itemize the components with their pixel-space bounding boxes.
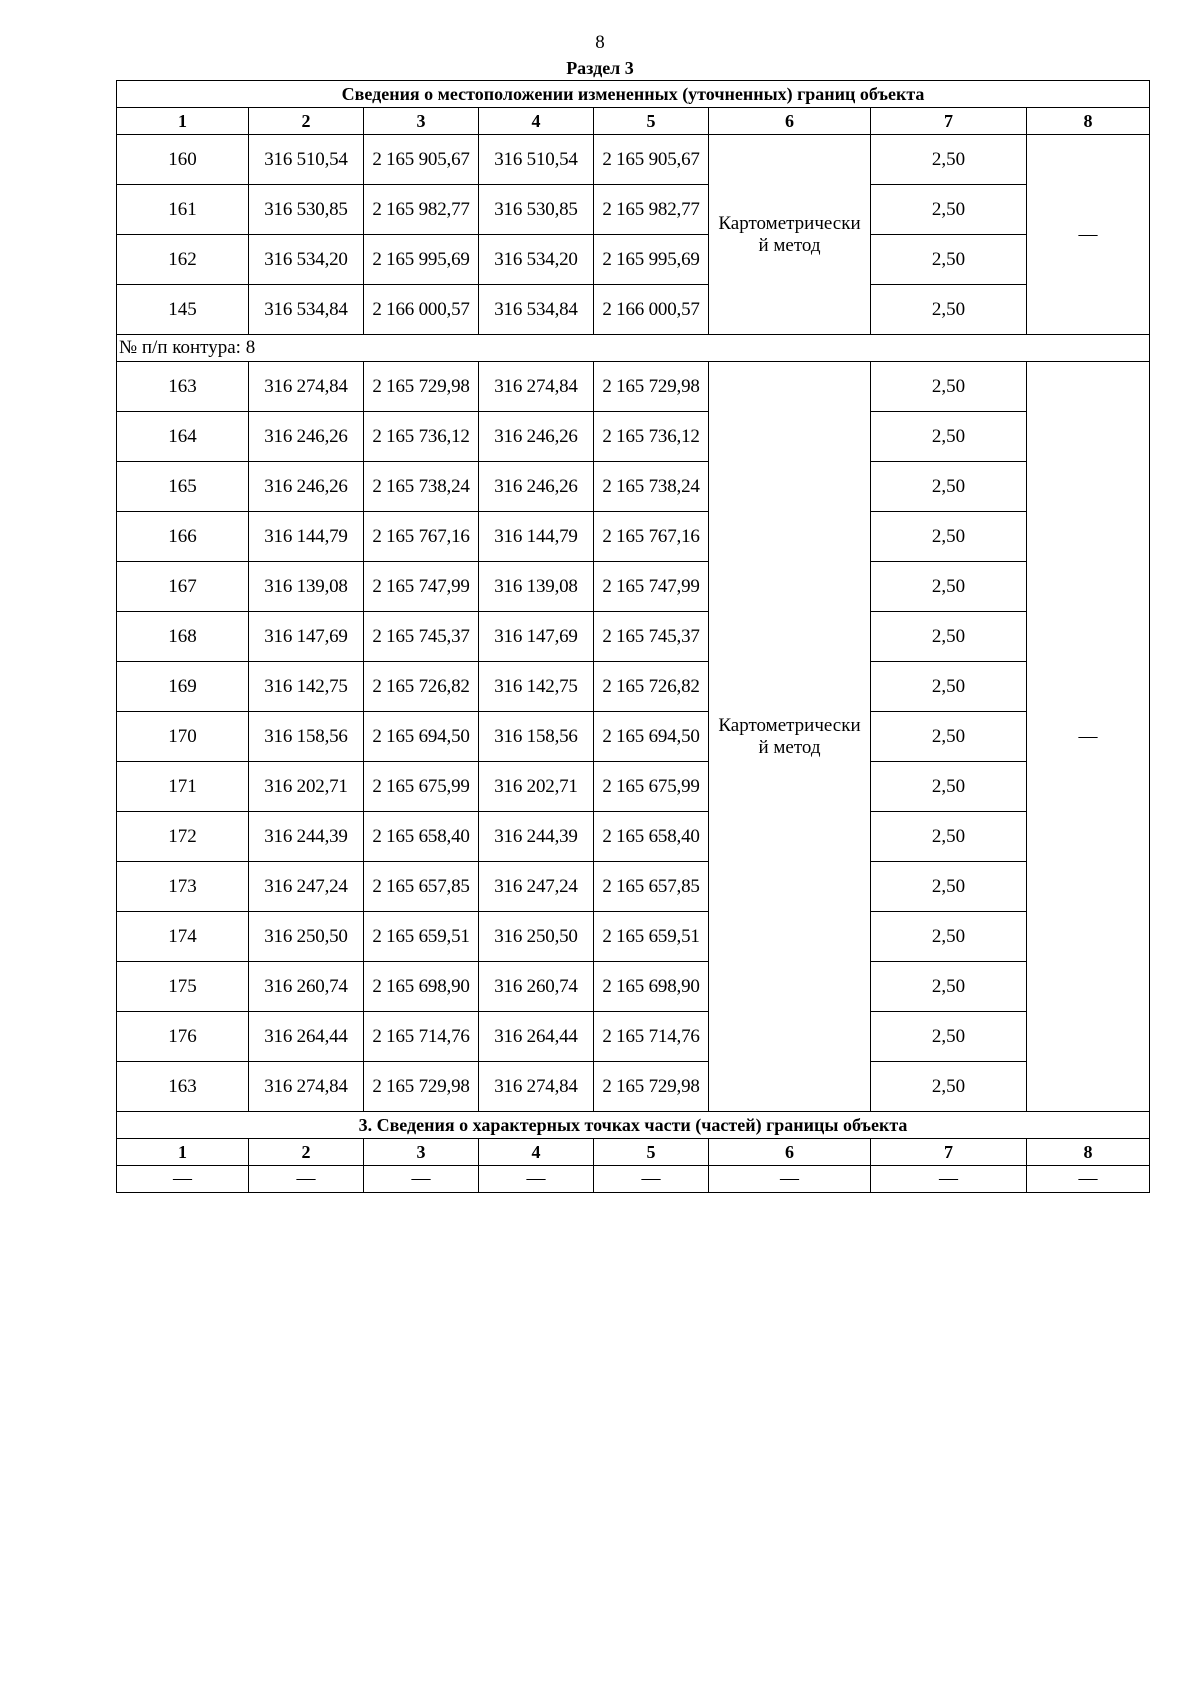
- coordinate-cell: 2 165 694,50: [594, 712, 709, 762]
- accuracy-cell: 2,50: [871, 1012, 1027, 1062]
- parts-value-cell: —: [709, 1166, 871, 1193]
- coordinate-cell: 2 165 982,77: [364, 185, 479, 235]
- column-header: 4: [479, 108, 594, 135]
- coordinate-cell: 2 165 905,67: [594, 135, 709, 185]
- table-row: [117, 912, 1150, 962]
- point-number: 172: [117, 812, 249, 862]
- parts-column-header: 3: [364, 1139, 479, 1166]
- table-row: [117, 712, 1150, 762]
- coordinate-cell: 316 247,24: [249, 862, 364, 912]
- coordinate-cell: 316 202,71: [479, 762, 594, 812]
- accuracy-cell: 2,50: [871, 135, 1027, 185]
- contour-label: № п/п контура: 8: [117, 335, 1150, 362]
- point-number: 165: [117, 462, 249, 512]
- coordinate-cell: 316 534,84: [249, 285, 364, 335]
- accuracy-cell: 2,50: [871, 962, 1027, 1012]
- table-row: [117, 612, 1150, 662]
- point-number: 174: [117, 912, 249, 962]
- parts-value-cell: —: [871, 1166, 1027, 1193]
- point-number: 171: [117, 762, 249, 812]
- point-number: 167: [117, 562, 249, 612]
- column-header: 8: [1027, 108, 1150, 135]
- coordinate-cell: 2 165 698,90: [594, 962, 709, 1012]
- coordinate-cell: 316 534,84: [479, 285, 594, 335]
- parts-column-header: 8: [1027, 1139, 1150, 1166]
- coordinate-cell: 316 264,44: [249, 1012, 364, 1062]
- accuracy-cell: 2,50: [871, 612, 1027, 662]
- point-number: 175: [117, 962, 249, 1012]
- table-title-row: [117, 81, 1150, 108]
- coordinate-cell: 2 165 905,67: [364, 135, 479, 185]
- column-header: 2: [249, 108, 364, 135]
- coordinate-cell: 2 165 745,37: [364, 612, 479, 662]
- accuracy-cell: 2,50: [871, 562, 1027, 612]
- table-row: [117, 135, 1150, 185]
- parts-value-cell: —: [249, 1166, 364, 1193]
- coordinate-cell: 2 165 995,69: [594, 235, 709, 285]
- coordinate-cell: 316 147,69: [479, 612, 594, 662]
- accuracy-cell: 2,50: [871, 412, 1027, 462]
- table-row: [117, 862, 1150, 912]
- coordinate-cell: 2 165 738,24: [594, 462, 709, 512]
- parts-column-header: 1: [117, 1139, 249, 1166]
- coordinate-cell: 2 165 729,98: [364, 1062, 479, 1112]
- coordinate-cell: 316 274,84: [479, 362, 594, 412]
- coordinate-cell: 316 158,56: [249, 712, 364, 762]
- page-number: 8: [595, 32, 605, 53]
- parts-column-header: 4: [479, 1139, 594, 1166]
- coordinate-cell: 316 147,69: [249, 612, 364, 662]
- coordinate-cell: 2 165 726,82: [364, 662, 479, 712]
- accuracy-cell: 2,50: [871, 812, 1027, 862]
- table-title: Сведения о местоположении измененных (уточненных) границ объекта: [117, 81, 1150, 108]
- table-row: [117, 562, 1150, 612]
- coordinate-cell: 2 165 698,90: [364, 962, 479, 1012]
- section-title: Раздел 3: [566, 58, 634, 78]
- parts-header-row: [117, 1139, 1150, 1166]
- coordinate-cell: 2 165 736,12: [364, 412, 479, 462]
- accuracy-cell: 2,50: [871, 462, 1027, 512]
- point-number: 163: [117, 1062, 249, 1112]
- coordinate-cell: 316 139,08: [479, 562, 594, 612]
- table-row: [117, 362, 1150, 412]
- coordinate-cell: 2 165 675,99: [364, 762, 479, 812]
- coordinate-cell: 316 246,26: [249, 462, 364, 512]
- point-number: 161: [117, 185, 249, 235]
- coordinate-cell: 316 510,54: [249, 135, 364, 185]
- table-row: [117, 962, 1150, 1012]
- point-number: 173: [117, 862, 249, 912]
- coordinate-cell: 316 530,85: [249, 185, 364, 235]
- coordinate-cell: 2 165 657,85: [594, 862, 709, 912]
- coordinate-cell: 2 165 767,16: [364, 512, 479, 562]
- point-number: 166: [117, 512, 249, 562]
- coordinate-cell: 316 246,26: [249, 412, 364, 462]
- accuracy-cell: 2,50: [871, 762, 1027, 812]
- coordinate-cell: 316 274,84: [249, 1062, 364, 1112]
- coordinate-cell: 316 260,74: [249, 962, 364, 1012]
- coordinate-cell: 2 166 000,57: [364, 285, 479, 335]
- column-header-row: [117, 108, 1150, 135]
- parts-value-cell: —: [117, 1166, 249, 1193]
- coordinate-cell: 2 165 659,51: [364, 912, 479, 962]
- coordinate-cell: 316 534,20: [249, 235, 364, 285]
- coordinate-cell: 2 165 982,77: [594, 185, 709, 235]
- point-number: 160: [117, 135, 249, 185]
- parts-value-cell: —: [1027, 1166, 1150, 1193]
- coordinate-cell: 2 165 767,16: [594, 512, 709, 562]
- coordinate-cell: 316 244,39: [249, 812, 364, 862]
- coordinate-cell: 316 530,85: [479, 185, 594, 235]
- accuracy-cell: 2,50: [871, 1062, 1027, 1112]
- accuracy-cell: 2,50: [871, 662, 1027, 712]
- coordinate-cell: 2 165 659,51: [594, 912, 709, 962]
- accuracy-cell: 2,50: [871, 362, 1027, 412]
- table-row: [117, 512, 1150, 562]
- table-row: [117, 285, 1150, 335]
- parts-column-header: 5: [594, 1139, 709, 1166]
- parts-title-row: [117, 1112, 1150, 1139]
- method-cell: Картометрически й метод: [709, 135, 871, 335]
- point-number: 176: [117, 1012, 249, 1062]
- table-row: [117, 185, 1150, 235]
- parts-value-cell: —: [479, 1166, 594, 1193]
- coordinate-cell: 316 246,26: [479, 462, 594, 512]
- coordinate-cell: 316 158,56: [479, 712, 594, 762]
- accuracy-cell: 2,50: [871, 862, 1027, 912]
- accuracy-cell: 2,50: [871, 712, 1027, 762]
- table-row: [117, 462, 1150, 512]
- parts-value-cell: —: [364, 1166, 479, 1193]
- contour-row: [117, 335, 1150, 362]
- coordinate-cell: 316 260,74: [479, 962, 594, 1012]
- coordinate-cell: 2 165 714,76: [594, 1012, 709, 1062]
- coordinate-cell: 2 165 729,98: [364, 362, 479, 412]
- column-header: 1: [117, 108, 249, 135]
- column-header: 7: [871, 108, 1027, 135]
- parts-value-row: [117, 1166, 1150, 1193]
- parts-value-cell: —: [594, 1166, 709, 1193]
- parts-column-header: 6: [709, 1139, 871, 1166]
- coordinate-cell: 2 165 658,40: [594, 812, 709, 862]
- table-row: [117, 662, 1150, 712]
- coordinate-cell: 2 165 694,50: [364, 712, 479, 762]
- table-row: [117, 762, 1150, 812]
- col8-cell: —: [1027, 135, 1150, 335]
- boundaries-table: [116, 80, 1150, 1193]
- coordinate-cell: 316 510,54: [479, 135, 594, 185]
- coordinate-cell: 2 165 995,69: [364, 235, 479, 285]
- coordinate-cell: 316 142,75: [249, 662, 364, 712]
- point-number: 145: [117, 285, 249, 335]
- coordinate-cell: 2 165 736,12: [594, 412, 709, 462]
- point-number: 170: [117, 712, 249, 762]
- parts-column-header: 2: [249, 1139, 364, 1166]
- coordinate-cell: 316 274,84: [479, 1062, 594, 1112]
- coordinate-cell: 316 139,08: [249, 562, 364, 612]
- coordinate-cell: 316 202,71: [249, 762, 364, 812]
- coordinate-cell: 2 165 738,24: [364, 462, 479, 512]
- coordinate-cell: 2 165 714,76: [364, 1012, 479, 1062]
- coordinate-cell: 2 165 658,40: [364, 812, 479, 862]
- point-number: 162: [117, 235, 249, 285]
- point-number: 168: [117, 612, 249, 662]
- table-row: [117, 812, 1150, 862]
- accuracy-cell: 2,50: [871, 235, 1027, 285]
- method-cell: Картометрически й метод: [709, 362, 871, 1112]
- coordinate-cell: 2 165 675,99: [594, 762, 709, 812]
- point-number: 164: [117, 412, 249, 462]
- coordinate-cell: 2 165 747,99: [594, 562, 709, 612]
- coordinate-cell: 316 247,24: [479, 862, 594, 912]
- coordinate-cell: 2 165 657,85: [364, 862, 479, 912]
- coordinate-cell: 316 144,79: [479, 512, 594, 562]
- coordinate-cell: 2 165 729,98: [594, 1062, 709, 1112]
- coordinate-cell: 316 142,75: [479, 662, 594, 712]
- coordinate-cell: 316 144,79: [249, 512, 364, 562]
- table-row: [117, 1012, 1150, 1062]
- accuracy-cell: 2,50: [871, 912, 1027, 962]
- coordinate-cell: 316 534,20: [479, 235, 594, 285]
- table-row: [117, 1062, 1150, 1112]
- column-header: 5: [594, 108, 709, 135]
- coordinate-cell: 2 166 000,57: [594, 285, 709, 335]
- parts-column-header: 7: [871, 1139, 1027, 1166]
- coordinate-cell: 2 165 745,37: [594, 612, 709, 662]
- accuracy-cell: 2,50: [871, 185, 1027, 235]
- accuracy-cell: 2,50: [871, 512, 1027, 562]
- point-number: 163: [117, 362, 249, 412]
- coordinate-cell: 316 250,50: [479, 912, 594, 962]
- column-header: 3: [364, 108, 479, 135]
- coordinate-cell: 316 246,26: [479, 412, 594, 462]
- accuracy-cell: 2,50: [871, 285, 1027, 335]
- table-row: [117, 235, 1150, 285]
- column-header: 6: [709, 108, 871, 135]
- parts-title: 3. Сведения о характерных точках части (частей) границы объекта: [117, 1112, 1150, 1139]
- table-body: [117, 81, 1150, 1193]
- coordinate-cell: 2 165 726,82: [594, 662, 709, 712]
- coordinate-cell: 316 274,84: [249, 362, 364, 412]
- coordinate-cell: 2 165 747,99: [364, 562, 479, 612]
- coordinate-cell: 2 165 729,98: [594, 362, 709, 412]
- coordinate-cell: 316 264,44: [479, 1012, 594, 1062]
- coordinate-cell: 316 244,39: [479, 812, 594, 862]
- point-number: 169: [117, 662, 249, 712]
- table-row: [117, 412, 1150, 462]
- coordinate-cell: 316 250,50: [249, 912, 364, 962]
- col8-cell: —: [1027, 362, 1150, 1112]
